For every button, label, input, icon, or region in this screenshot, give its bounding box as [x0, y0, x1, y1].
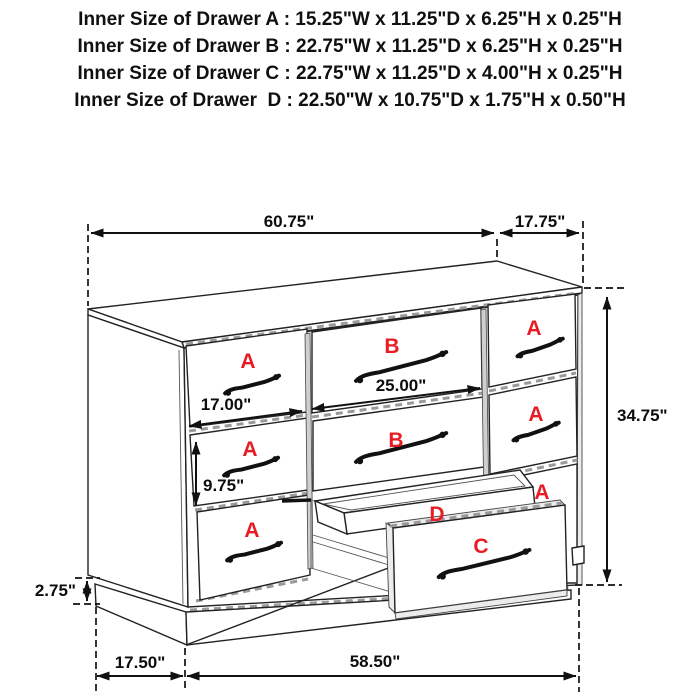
label-d: D [429, 503, 445, 526]
label-a3-left: A [244, 519, 260, 542]
drawer-a-height-value: 9.75" [203, 476, 245, 495]
label-a1-left: A [240, 350, 256, 373]
rail-stub [282, 500, 311, 501]
header-line-drawer-c: Inner Size of Drawer C : 22.75"W x 11.25"D x 4.00"H x 0.25"H [77, 63, 623, 84]
base-height-dimension [35, 578, 100, 604]
header-line-drawer-a: Inner Size of Drawer A : 15.25"W x 11.25"D x 6.25"H x 0.25"H [78, 9, 622, 30]
inner-size-header [0, 6, 700, 114]
drawer-a-width-value: 17.00" [200, 395, 252, 414]
label-a2-right: A [528, 403, 544, 426]
right-edge-sliver [577, 293, 582, 585]
header-line-drawer-b: Inner Size of Drawer B : 22.75"W x 11.25"D x 6.25"H x 0.25"H [77, 36, 623, 57]
base-depth-value: 17.50" [114, 653, 166, 672]
height-value: 34.75" [617, 406, 668, 425]
top-width-value: 60.75" [263, 212, 315, 231]
cabinet-body [88, 261, 584, 645]
header-line-drawer-d: Inner Size of Drawer D : 22.50"W x 10.75"D x 1.75"H x 0.50"H [74, 90, 626, 111]
left-side-panel [88, 315, 188, 607]
label-a3-right: A [534, 481, 550, 504]
height-dimension [575, 288, 668, 585]
base-width-value: 58.50" [349, 652, 401, 671]
label-b1: B [384, 335, 400, 358]
label-b2: B [388, 429, 404, 452]
label-c: C [473, 535, 489, 558]
label-a1-right: A [526, 317, 542, 340]
drawer-b-width-value: 25.00" [375, 376, 427, 395]
label-a2-left: A [242, 438, 258, 461]
base-height-value: 2.75" [34, 581, 76, 600]
top-depth-value: 17.75" [514, 212, 566, 231]
right-foot-bracket [572, 546, 584, 565]
